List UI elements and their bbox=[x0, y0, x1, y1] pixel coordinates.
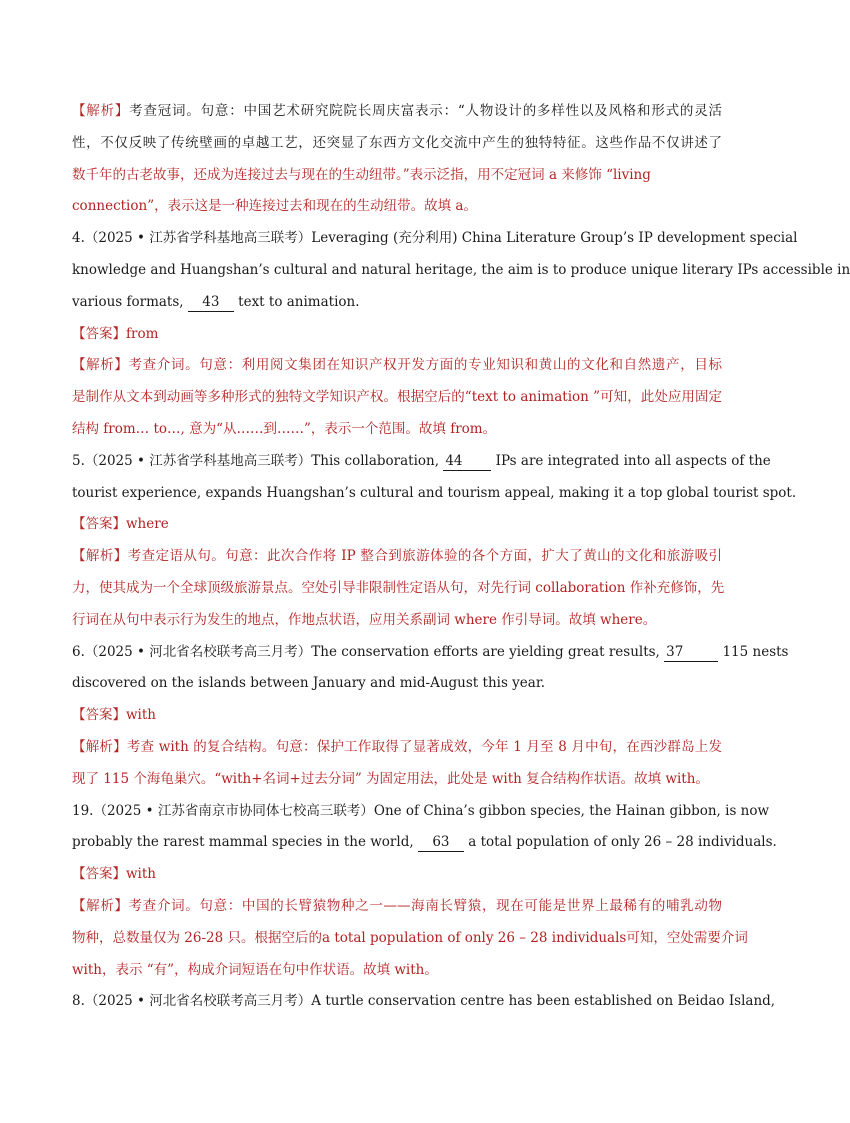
analysis-text: 性，不仅反映了传统壁画的卓越工艺，还突显了东西方文化交流中产生的独特特征。这些作品不仅讲述了 bbox=[72, 134, 722, 151]
analysis-text: 考查冠词。句意：中国艺术研究院院长周庆富表示：“人物设计的多样性以及风格和形式的灵活 bbox=[129, 103, 723, 119]
answer-value: where bbox=[126, 516, 169, 533]
analysis-label: 【解析】 bbox=[72, 103, 130, 119]
analysis-text: 可知，空处需要介词 bbox=[626, 929, 748, 946]
question-text: 4.（2025 • 江苏省学科基地高三联考）Leveraging (充分利用) China Literature Group’s IP development special bbox=[72, 230, 798, 247]
analysis-text: 考查 with 的复合结构。句意：保护工作取得了显著成效，今年 1 月至 8 月中旬，在西沙群岛上发 bbox=[126, 738, 722, 755]
analysis-text: with，表示 “有”，构成介词短语在句中作状语。故填 with。 bbox=[72, 961, 438, 978]
question-4 bbox=[72, 223, 850, 446]
answer-value: with bbox=[126, 707, 156, 724]
answer-label: 【答案】 bbox=[72, 707, 126, 724]
answer-blank: 37 bbox=[664, 643, 718, 662]
question-text: 8.（2025 • 河北省名校联考高三月考）A turtle conservation centre has been established on Beidao Island, bbox=[72, 993, 776, 1010]
question-text: discovered on the islands between January and mid-August this year. bbox=[72, 675, 546, 692]
question-text: IPs are integrated into all aspects of the bbox=[495, 452, 771, 469]
question-text: text to animation. bbox=[238, 293, 360, 310]
question-6 bbox=[72, 637, 789, 796]
analysis-text: 现了 115 个海龟巢穴。“with+名词+过去分词” 为固定用法，此处是 with 复合结构作状语。故填 with。 bbox=[72, 770, 709, 787]
analysis-text: 可知，此处应用固定 bbox=[600, 389, 722, 406]
analysis-text: 数千年的古老故事，还成为连接过去与现在的生动纽带。” bbox=[72, 166, 410, 183]
question-text: 115 nests bbox=[722, 643, 789, 660]
question-text: 6.（2025 • 河北省名校联考高三月考）The conservation efforts are yielding great results, bbox=[72, 643, 660, 660]
analysis-text: connection”，表示这是一种连接过去和现在的生动纽带。故填 a。 bbox=[72, 198, 477, 215]
answer-value: with bbox=[126, 866, 156, 883]
answer-blank: 63 bbox=[418, 833, 464, 852]
analysis-article bbox=[72, 96, 722, 223]
analysis-text: 物种，总数量仅为 26-28 只。根据空后的 bbox=[72, 929, 323, 946]
document-page bbox=[72, 96, 850, 1018]
analysis-text: 考查定语从句。句意：此次合作将 IP 整合到旅游体验的各个方面，扩大了黄山的文化和旅游吸引 bbox=[127, 548, 723, 565]
analysis-label: 【解析】 bbox=[72, 357, 129, 374]
analysis-text: ，表示一个范围。故填 from。 bbox=[310, 420, 497, 437]
analysis-text: 表示泛指，用不定冠词 a 来修饰 “living bbox=[409, 166, 651, 183]
analysis-text: 力，使其成为一个全球顶级旅游景点。空处引导非限制性定语从句，对先行词 collaboration 作补充修饰，先 bbox=[72, 579, 725, 596]
question-5 bbox=[72, 446, 797, 637]
analysis-label: 【解析】 bbox=[72, 548, 128, 565]
question-text: a total population of only 26 – 28 individuals. bbox=[468, 834, 777, 851]
analysis-label: 【解析】 bbox=[72, 738, 127, 755]
analysis-text: a total population of only 26 – 28 individuals bbox=[322, 929, 627, 946]
question-8 bbox=[72, 986, 776, 1018]
analysis-text: 考查介词。句意：利用阅文集团在知识产权开发方面的专业知识和黄山的文化和自然遗产，目标 bbox=[128, 357, 722, 374]
question-text: 19.（2025 • 江苏省南京市协同体七校高三联考）One of China’s gibbon species, the Hainan gibbon, is now bbox=[72, 802, 770, 819]
question-text: tourist experience, expands Huangshan’s cultural and tourism appeal, making it a top global tourist spot. bbox=[72, 484, 797, 501]
analysis-text: 意为“从……到……” bbox=[189, 420, 311, 437]
analysis-text: 结构 from… to…, bbox=[72, 420, 185, 437]
answer-blank: 44 bbox=[443, 452, 491, 471]
question-text: probably the rarest mammal species in the world, bbox=[72, 834, 414, 851]
question-text: 5.（2025 • 江苏省学科基地高三联考）This collaboration, bbox=[72, 452, 440, 469]
answer-blank: 43 bbox=[188, 293, 234, 312]
analysis-label: 【解析】 bbox=[72, 897, 129, 914]
question-text: various formats, bbox=[72, 293, 184, 310]
answer-label: 【答案】 bbox=[72, 325, 126, 342]
answer-value: from bbox=[126, 325, 159, 342]
answer-label: 【答案】 bbox=[72, 866, 126, 883]
analysis-text: 行词在从句中表示行为发生的地点，作地点状语，应用关系副词 where 作引导词。故填 where。 bbox=[72, 611, 657, 628]
analysis-text: 考查介词。句意：中国的长臂猿物种之一——海南长臂猿，现在可能是世界上最稀有的哺乳动物 bbox=[128, 897, 723, 914]
question-19 bbox=[72, 796, 777, 987]
answer-label: 【答案】 bbox=[72, 516, 126, 533]
analysis-text: “text to animation ” bbox=[464, 389, 601, 406]
analysis-text: 是制作从文本到动画等多种形式的独特文学知识产权。根据空后的 bbox=[72, 389, 465, 406]
question-text: knowledge and Huangshan’s cultural and natural heritage, the aim is to produce unique literary IPs accessible in bbox=[72, 261, 850, 278]
